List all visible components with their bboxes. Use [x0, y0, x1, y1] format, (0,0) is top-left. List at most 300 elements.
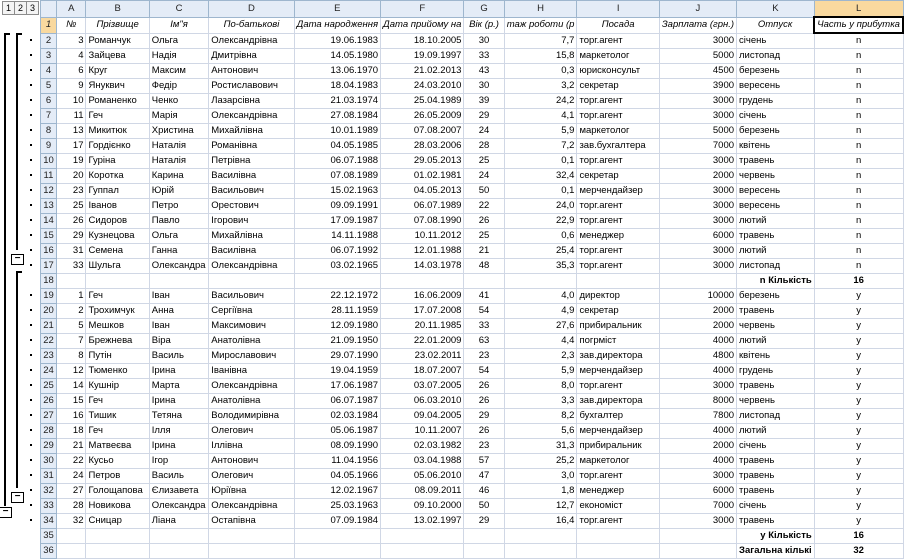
- cell-g[interactable]: 25: [464, 154, 504, 169]
- cell-b[interactable]: Петров: [86, 469, 149, 484]
- cell-h[interactable]: [504, 274, 577, 289]
- cell-h[interactable]: 25,4: [504, 244, 577, 259]
- cell-f[interactable]: [381, 544, 464, 559]
- cell-e[interactable]: [294, 544, 380, 559]
- cell-h[interactable]: 22,9: [504, 214, 577, 229]
- cell-d[interactable]: Сергіївна: [209, 304, 294, 319]
- cell-a[interactable]: 9: [56, 79, 86, 94]
- cell-f[interactable]: 05.06.2010: [381, 469, 464, 484]
- cell-g[interactable]: 23: [464, 349, 504, 364]
- cell-e[interactable]: 08.09.1990: [294, 439, 380, 454]
- cell-i[interactable]: прибиральник: [577, 319, 659, 334]
- cell-i[interactable]: торг.агент: [577, 214, 659, 229]
- row-header[interactable]: 21: [41, 319, 57, 334]
- cell-a[interactable]: 27: [56, 484, 86, 499]
- cell-f[interactable]: 17.07.2008: [381, 304, 464, 319]
- cell-f[interactable]: 10.11.2012: [381, 229, 464, 244]
- cell-d[interactable]: Мирославович: [209, 349, 294, 364]
- cell-e[interactable]: 07.09.1984: [294, 514, 380, 529]
- cell-f[interactable]: 07.08.2007: [381, 124, 464, 139]
- cell-k[interactable]: травень: [737, 484, 815, 499]
- cell-h[interactable]: [504, 529, 577, 544]
- cell-i[interactable]: економіст: [577, 499, 659, 514]
- cell-b[interactable]: Путін: [86, 349, 149, 364]
- cell-g[interactable]: 29: [464, 109, 504, 124]
- cell-j[interactable]: 4000: [659, 424, 736, 439]
- cell-i[interactable]: директор: [577, 289, 659, 304]
- cell-f[interactable]: 21.02.2013: [381, 64, 464, 79]
- cell-f[interactable]: 04.05.2013: [381, 184, 464, 199]
- cell-l[interactable]: 16: [814, 274, 903, 289]
- cell-d[interactable]: Остапівна: [209, 514, 294, 529]
- cell-h[interactable]: 5,9: [504, 124, 577, 139]
- cell-a[interactable]: 28: [56, 499, 86, 514]
- cell-g[interactable]: 57: [464, 454, 504, 469]
- header-cell-l[interactable]: Часть у прибутка: [814, 17, 903, 33]
- row-header[interactable]: 25: [41, 379, 57, 394]
- cell-f[interactable]: 02.03.1982: [381, 439, 464, 454]
- cell-i[interactable]: секретар: [577, 304, 659, 319]
- cell-f[interactable]: 14.03.1978: [381, 259, 464, 274]
- column-header-b[interactable]: B: [86, 1, 149, 18]
- cell-a[interactable]: 25: [56, 199, 86, 214]
- cell-l[interactable]: y: [814, 454, 903, 469]
- cell-e[interactable]: 29.07.1990: [294, 349, 380, 364]
- column-header-k[interactable]: K: [737, 1, 815, 18]
- cell-g[interactable]: 25: [464, 229, 504, 244]
- cell-e[interactable]: 04.05.1985: [294, 139, 380, 154]
- cell-l[interactable]: n: [814, 79, 903, 94]
- cell-a[interactable]: 14: [56, 379, 86, 394]
- cell-b[interactable]: Романчук: [86, 33, 149, 49]
- cell-g[interactable]: 50: [464, 499, 504, 514]
- cell-b[interactable]: Тишик: [86, 409, 149, 424]
- cell-k[interactable]: травень: [737, 304, 815, 319]
- cell-f[interactable]: 01.02.1981: [381, 169, 464, 184]
- cell-i[interactable]: [577, 544, 659, 559]
- cell-h[interactable]: 4,1: [504, 109, 577, 124]
- cell-j[interactable]: 3000: [659, 109, 736, 124]
- cell-a[interactable]: 2: [56, 304, 86, 319]
- cell-i[interactable]: мерчендайзер: [577, 184, 659, 199]
- cell-a[interactable]: 26: [56, 214, 86, 229]
- row-header[interactable]: 8: [41, 124, 57, 139]
- select-all-corner[interactable]: [41, 1, 57, 18]
- cell-d[interactable]: Ігорович: [209, 214, 294, 229]
- cell-e[interactable]: 10.01.1989: [294, 124, 380, 139]
- cell-a[interactable]: 7: [56, 334, 86, 349]
- cell-j[interactable]: 4000: [659, 454, 736, 469]
- cell-f[interactable]: 10.11.2007: [381, 424, 464, 439]
- cell-c[interactable]: Іван: [149, 289, 209, 304]
- cell-e[interactable]: 13.06.1970: [294, 64, 380, 79]
- cell-k[interactable]: червень: [737, 394, 815, 409]
- cell-k[interactable]: лютий: [737, 214, 815, 229]
- cell-b[interactable]: Кузнецова: [86, 229, 149, 244]
- cell-d[interactable]: Олегович: [209, 424, 294, 439]
- cell-i[interactable]: бухгалтер: [577, 409, 659, 424]
- cell-i[interactable]: маркетолог: [577, 124, 659, 139]
- cell-c[interactable]: Наталія: [149, 139, 209, 154]
- cell-l[interactable]: n: [814, 139, 903, 154]
- cell-h[interactable]: 8,0: [504, 379, 577, 394]
- cell-c[interactable]: Ірина: [149, 364, 209, 379]
- cell-j[interactable]: [659, 529, 736, 544]
- cell-h[interactable]: 5,9: [504, 364, 577, 379]
- cell-l[interactable]: y: [814, 499, 903, 514]
- cell-l[interactable]: n: [814, 154, 903, 169]
- cell-a[interactable]: 22: [56, 454, 86, 469]
- cell-j[interactable]: 3000: [659, 259, 736, 274]
- cell-e[interactable]: 21.09.1950: [294, 334, 380, 349]
- cell-b[interactable]: Семена: [86, 244, 149, 259]
- row-header[interactable]: 7: [41, 109, 57, 124]
- cell-i[interactable]: менеджер: [577, 229, 659, 244]
- cell-d[interactable]: Олегович: [209, 469, 294, 484]
- cell-d[interactable]: Олександрівна: [209, 109, 294, 124]
- cell-j[interactable]: 3900: [659, 79, 736, 94]
- cell-f[interactable]: 18.10.2005: [381, 33, 464, 49]
- cell-l[interactable]: y: [814, 304, 903, 319]
- cell-h[interactable]: 2,3: [504, 349, 577, 364]
- row-header[interactable]: 15: [41, 229, 57, 244]
- cell-h[interactable]: 15,8: [504, 49, 577, 64]
- cell-a[interactable]: 20: [56, 169, 86, 184]
- row-header[interactable]: 29: [41, 439, 57, 454]
- cell-l[interactable]: y: [814, 319, 903, 334]
- cell-b[interactable]: Геч: [86, 289, 149, 304]
- cell-c[interactable]: Ченко: [149, 94, 209, 109]
- row-header[interactable]: 18: [41, 274, 57, 289]
- cell-e[interactable]: 06.07.1988: [294, 154, 380, 169]
- cell-e[interactable]: 06.07.1992: [294, 244, 380, 259]
- cell-j[interactable]: 7000: [659, 499, 736, 514]
- cell-a[interactable]: 18: [56, 424, 86, 439]
- cell-k[interactable]: листопад: [737, 259, 815, 274]
- cell-e[interactable]: 04.05.1966: [294, 469, 380, 484]
- cell-k[interactable]: травень: [737, 379, 815, 394]
- cell-b[interactable]: Гуріна: [86, 154, 149, 169]
- cell-l[interactable]: n: [814, 33, 903, 49]
- cell-g[interactable]: 54: [464, 304, 504, 319]
- cell-c[interactable]: Іван: [149, 319, 209, 334]
- cell-g[interactable]: 26: [464, 394, 504, 409]
- header-cell-e[interactable]: Дата народження: [294, 17, 380, 33]
- collapse-all-button[interactable]: −: [0, 507, 12, 518]
- cell-f[interactable]: 06.03.2010: [381, 394, 464, 409]
- cell-a[interactable]: 13: [56, 124, 86, 139]
- row-header[interactable]: 6: [41, 94, 57, 109]
- cell-l[interactable]: y: [814, 424, 903, 439]
- cell-k[interactable]: листопад: [737, 49, 815, 64]
- row-header[interactable]: 30: [41, 454, 57, 469]
- cell-a[interactable]: 19: [56, 154, 86, 169]
- cell-g[interactable]: 48: [464, 259, 504, 274]
- cell-g[interactable]: 29: [464, 514, 504, 529]
- row-header[interactable]: 26: [41, 394, 57, 409]
- cell-b[interactable]: Кушнір: [86, 379, 149, 394]
- cell-j[interactable]: 3000: [659, 469, 736, 484]
- cell-c[interactable]: Ігор: [149, 454, 209, 469]
- cell-c[interactable]: Петро: [149, 199, 209, 214]
- cell-i[interactable]: секретар: [577, 79, 659, 94]
- cell-g[interactable]: 47: [464, 469, 504, 484]
- cell-e[interactable]: 05.06.1987: [294, 424, 380, 439]
- cell-e[interactable]: 11.04.1956: [294, 454, 380, 469]
- cell-j[interactable]: 5000: [659, 49, 736, 64]
- cell-i[interactable]: [577, 274, 659, 289]
- row-header[interactable]: 28: [41, 424, 57, 439]
- cell-c[interactable]: Ольга: [149, 33, 209, 49]
- cell-k[interactable]: грудень: [737, 94, 815, 109]
- cell-e[interactable]: 14.11.1988: [294, 229, 380, 244]
- cell-c[interactable]: Тетяна: [149, 409, 209, 424]
- cell-l[interactable]: n: [814, 64, 903, 79]
- cell-l[interactable]: y: [814, 484, 903, 499]
- cell-h[interactable]: 4,4: [504, 334, 577, 349]
- cell-j[interactable]: 7800: [659, 409, 736, 424]
- cell-h[interactable]: 24,2: [504, 94, 577, 109]
- cell-g[interactable]: 23: [464, 439, 504, 454]
- cell-g[interactable]: 54: [464, 364, 504, 379]
- header-cell-h[interactable]: таж роботи (р: [504, 17, 577, 33]
- row-header[interactable]: 9: [41, 139, 57, 154]
- cell-e[interactable]: 28.11.1959: [294, 304, 380, 319]
- cell-c[interactable]: Христина: [149, 124, 209, 139]
- cell-i[interactable]: мерчендайзер: [577, 424, 659, 439]
- cell-d[interactable]: Анатолівна: [209, 334, 294, 349]
- cell-j[interactable]: 2000: [659, 439, 736, 454]
- cell-i[interactable]: зав.директора: [577, 349, 659, 364]
- cell-l[interactable]: y: [814, 289, 903, 304]
- cell-d[interactable]: Олександрівна: [209, 259, 294, 274]
- cell-k[interactable]: січень: [737, 499, 815, 514]
- cell-l[interactable]: y: [814, 379, 903, 394]
- cell-j[interactable]: [659, 544, 736, 559]
- column-header-d[interactable]: D: [209, 1, 294, 18]
- cell-h[interactable]: 4,0: [504, 289, 577, 304]
- cell-h[interactable]: 0,1: [504, 184, 577, 199]
- cell-e[interactable]: 09.09.1991: [294, 199, 380, 214]
- cell-h[interactable]: 0,3: [504, 64, 577, 79]
- cell-c[interactable]: Марія: [149, 109, 209, 124]
- cell-a[interactable]: 32: [56, 514, 86, 529]
- cell-a[interactable]: 12: [56, 364, 86, 379]
- cell-i[interactable]: торг.агент: [577, 469, 659, 484]
- cell-h[interactable]: 12,7: [504, 499, 577, 514]
- cell-g[interactable]: 30: [464, 79, 504, 94]
- row-header[interactable]: 33: [41, 499, 57, 514]
- cell-f[interactable]: 13.02.1997: [381, 514, 464, 529]
- cell-g[interactable]: 28: [464, 139, 504, 154]
- cell-l[interactable]: y: [814, 349, 903, 364]
- cell-h[interactable]: 24,0: [504, 199, 577, 214]
- cell-c[interactable]: Наталія: [149, 154, 209, 169]
- cell-f[interactable]: 23.02.2011: [381, 349, 464, 364]
- cell-k[interactable]: n Кількість: [737, 274, 815, 289]
- cell-c[interactable]: Ольга: [149, 229, 209, 244]
- cell-d[interactable]: Іванівна: [209, 364, 294, 379]
- cell-l[interactable]: y: [814, 514, 903, 529]
- cell-k[interactable]: вересень: [737, 199, 815, 214]
- collapse-group1-button[interactable]: −: [11, 254, 24, 265]
- cell-a[interactable]: 11: [56, 109, 86, 124]
- cell-h[interactable]: 31,3: [504, 439, 577, 454]
- cell-d[interactable]: Романівна: [209, 139, 294, 154]
- cell-b[interactable]: Тюменко: [86, 364, 149, 379]
- cell-d[interactable]: Михайлівна: [209, 124, 294, 139]
- cell-k[interactable]: квітень: [737, 349, 815, 364]
- header-cell-c[interactable]: Ім"я: [149, 17, 209, 33]
- cell-h[interactable]: 4,9: [504, 304, 577, 319]
- cell-b[interactable]: Романенко: [86, 94, 149, 109]
- row-header[interactable]: 27: [41, 409, 57, 424]
- cell-f[interactable]: 28.03.2006: [381, 139, 464, 154]
- row-header[interactable]: 12: [41, 184, 57, 199]
- cell-j[interactable]: 2000: [659, 304, 736, 319]
- cell-k[interactable]: березень: [737, 124, 815, 139]
- cell-c[interactable]: Олександра: [149, 259, 209, 274]
- cell-c[interactable]: Ілля: [149, 424, 209, 439]
- cell-j[interactable]: 2000: [659, 319, 736, 334]
- row-header[interactable]: 35: [41, 529, 57, 544]
- cell-g[interactable]: 29: [464, 409, 504, 424]
- cell-g[interactable]: 24: [464, 169, 504, 184]
- cell-l[interactable]: y: [814, 469, 903, 484]
- cell-k[interactable]: березень: [737, 64, 815, 79]
- cell-k[interactable]: травень: [737, 229, 815, 244]
- cell-e[interactable]: 19.06.1983: [294, 33, 380, 49]
- cell-k[interactable]: січень: [737, 439, 815, 454]
- header-cell-f[interactable]: Дата прийому на: [381, 17, 464, 33]
- cell-f[interactable]: 03.07.2005: [381, 379, 464, 394]
- cell-a[interactable]: 5: [56, 319, 86, 334]
- row-header[interactable]: 32: [41, 484, 57, 499]
- cell-k[interactable]: червень: [737, 319, 815, 334]
- cell-l[interactable]: y: [814, 394, 903, 409]
- cell-l[interactable]: n: [814, 214, 903, 229]
- row-header[interactable]: 11: [41, 169, 57, 184]
- header-cell-b[interactable]: Прізвище: [86, 17, 149, 33]
- cell-b[interactable]: Новикова: [86, 499, 149, 514]
- cell-k[interactable]: червень: [737, 169, 815, 184]
- outline-level-1-button[interactable]: 1: [2, 1, 15, 15]
- cell-l[interactable]: n: [814, 124, 903, 139]
- cell-j[interactable]: 3000: [659, 244, 736, 259]
- cell-c[interactable]: Ліана: [149, 514, 209, 529]
- row-header[interactable]: 19: [41, 289, 57, 304]
- cell-b[interactable]: Зайцева: [86, 49, 149, 64]
- cell-a[interactable]: 29: [56, 229, 86, 244]
- cell-f[interactable]: 26.05.2009: [381, 109, 464, 124]
- cell-b[interactable]: Геч: [86, 424, 149, 439]
- row-header[interactable]: 20: [41, 304, 57, 319]
- cell-k[interactable]: березень: [737, 289, 815, 304]
- cell-c[interactable]: Віра: [149, 334, 209, 349]
- cell-a[interactable]: 3: [56, 33, 86, 49]
- cell-j[interactable]: [659, 274, 736, 289]
- header-cell-a[interactable]: №: [56, 17, 86, 33]
- cell-i[interactable]: торг.агент: [577, 379, 659, 394]
- cell-d[interactable]: Орестович: [209, 199, 294, 214]
- column-header-l[interactable]: L: [814, 1, 903, 18]
- outline-level-3-button[interactable]: 3: [26, 1, 39, 15]
- cell-j[interactable]: 10000: [659, 289, 736, 304]
- cell-g[interactable]: 26: [464, 214, 504, 229]
- cell-l[interactable]: y: [814, 409, 903, 424]
- cell-h[interactable]: 35,3: [504, 259, 577, 274]
- cell-e[interactable]: 07.08.1989: [294, 169, 380, 184]
- cell-g[interactable]: 26: [464, 379, 504, 394]
- cell-k[interactable]: лютий: [737, 424, 815, 439]
- cell-i[interactable]: маркетолог: [577, 49, 659, 64]
- cell-j[interactable]: 8000: [659, 394, 736, 409]
- row-header[interactable]: 23: [41, 349, 57, 364]
- cell-h[interactable]: 3,0: [504, 469, 577, 484]
- row-header[interactable]: 4: [41, 64, 57, 79]
- cell-i[interactable]: менеджер: [577, 484, 659, 499]
- cell-l[interactable]: n: [814, 109, 903, 124]
- cell-d[interactable]: Антонович: [209, 64, 294, 79]
- cell-e[interactable]: 21.03.1974: [294, 94, 380, 109]
- cell-d[interactable]: Ростиславович: [209, 79, 294, 94]
- cell-d[interactable]: Василівна: [209, 244, 294, 259]
- cell-b[interactable]: Микитюк: [86, 124, 149, 139]
- cell-l[interactable]: n: [814, 199, 903, 214]
- cell-l[interactable]: n: [814, 94, 903, 109]
- cell-j[interactable]: 4000: [659, 334, 736, 349]
- cell-b[interactable]: Голощапова: [86, 484, 149, 499]
- row-header-1[interactable]: 1: [41, 17, 57, 33]
- header-cell-g[interactable]: Вік (р.): [464, 17, 504, 33]
- cell-c[interactable]: Ірина: [149, 439, 209, 454]
- cell-d[interactable]: Дмитрівна: [209, 49, 294, 64]
- cell-c[interactable]: Василь: [149, 469, 209, 484]
- cell-i[interactable]: юрисконсульт: [577, 64, 659, 79]
- header-cell-i[interactable]: Посада: [577, 17, 659, 33]
- cell-d[interactable]: Володимирівна: [209, 409, 294, 424]
- cell-d[interactable]: Анатолівна: [209, 394, 294, 409]
- cell-b[interactable]: Геч: [86, 109, 149, 124]
- cell-g[interactable]: 43: [464, 64, 504, 79]
- cell-e[interactable]: 27.08.1984: [294, 109, 380, 124]
- cell-i[interactable]: торг.агент: [577, 109, 659, 124]
- cell-k[interactable]: у Кількість: [737, 529, 815, 544]
- cell-f[interactable]: 07.08.1990: [381, 214, 464, 229]
- cell-c[interactable]: Надія: [149, 49, 209, 64]
- cell-h[interactable]: 3,3: [504, 394, 577, 409]
- cell-b[interactable]: Гордієнко: [86, 139, 149, 154]
- cell-a[interactable]: 24: [56, 469, 86, 484]
- cell-g[interactable]: 30: [464, 33, 504, 49]
- cell-g[interactable]: 50: [464, 184, 504, 199]
- cell-k[interactable]: лютий: [737, 334, 815, 349]
- cell-g[interactable]: [464, 544, 504, 559]
- cell-c[interactable]: Федір: [149, 79, 209, 94]
- cell-e[interactable]: 17.09.1987: [294, 214, 380, 229]
- cell-l[interactable]: y: [814, 439, 903, 454]
- cell-b[interactable]: Іванов: [86, 199, 149, 214]
- cell-l[interactable]: n: [814, 169, 903, 184]
- cell-e[interactable]: 15.02.1963: [294, 184, 380, 199]
- cell-c[interactable]: Марта: [149, 379, 209, 394]
- cell-i[interactable]: секретар: [577, 169, 659, 184]
- cell-h[interactable]: 1,8: [504, 484, 577, 499]
- cell-a[interactable]: 15: [56, 394, 86, 409]
- cell-i[interactable]: мерчендайзер: [577, 364, 659, 379]
- cell-c[interactable]: Єлизавета: [149, 484, 209, 499]
- cell-b[interactable]: Геч: [86, 394, 149, 409]
